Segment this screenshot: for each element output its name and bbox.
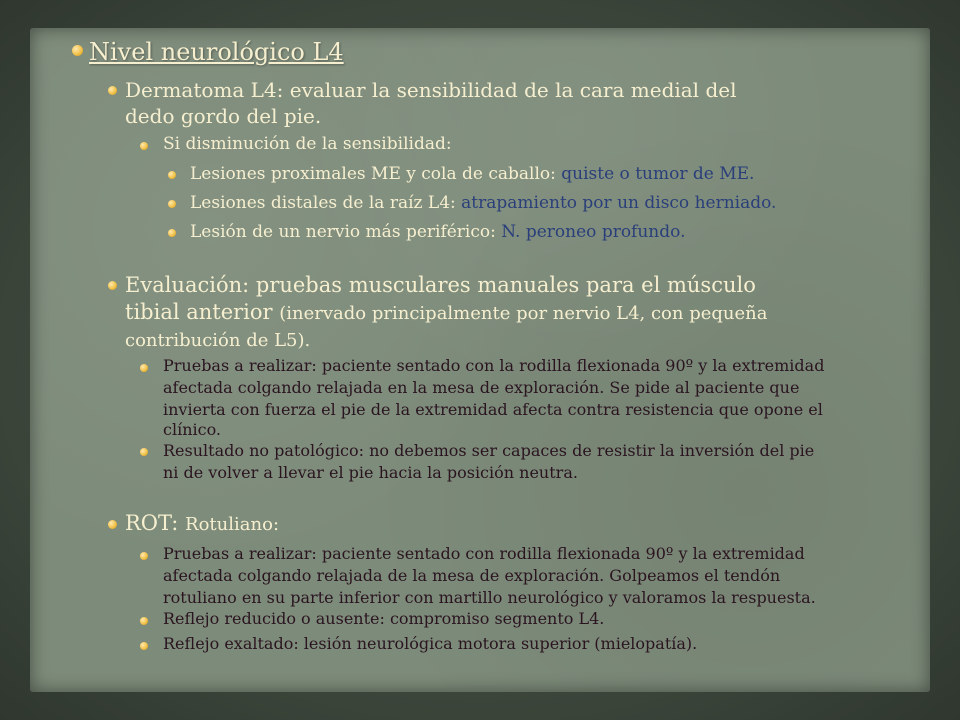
rot-label: ROT: xyxy=(125,511,186,535)
rot-value: Rotuliano: xyxy=(185,514,280,535)
dermatoma-line2: dedo gordo del pie. xyxy=(125,104,322,128)
bullet-icon xyxy=(140,364,148,372)
bullet-icon xyxy=(168,171,176,179)
dermatoma-item xyxy=(190,164,754,184)
bullet-icon xyxy=(140,142,148,150)
rot-reducido: Reflejo reducido o ausente: compromiso segmento L4. xyxy=(163,609,605,628)
dermatoma-item-detail: quiste o tumor de ME. xyxy=(561,164,755,184)
rot-exaltado: Reflejo exaltado: lesión neurológica motora superior (mielopatía). xyxy=(163,634,698,653)
evaluacion-resultado-2: ni de volver a llevar el pie hacia la posición neutra. xyxy=(163,463,578,482)
bullet-icon xyxy=(168,200,176,208)
bullet-icon xyxy=(108,86,117,95)
evaluacion-pruebas-2: afectada colgando relajada en la mesa de exploración. Se pide al paciente que xyxy=(163,378,800,397)
rot-heading xyxy=(125,511,279,535)
dermatoma-item-label: Lesiones proximales ME y cola de caballo: xyxy=(190,164,562,184)
evaluacion-main: tibial anterior xyxy=(125,300,280,324)
dermatoma-line1: Dermatoma L4: evaluar la sensibilidad de la cara medial del xyxy=(125,78,737,102)
bullet-icon xyxy=(168,229,176,237)
bullet-icon xyxy=(140,448,148,456)
evaluacion-pruebas-3: invierta con fuerza el pie de la extremidad afecta contra resistencia que opone el xyxy=(163,400,823,419)
evaluacion-note: (inervado principalmente por nervio L4, con pequeña xyxy=(279,303,768,324)
bullet-icon xyxy=(72,45,83,56)
evaluacion-resultado-1: Resultado no patológico: no debemos ser capaces de resistir la inversión del pie xyxy=(163,441,815,460)
dermatoma-item xyxy=(190,222,685,242)
dermatoma-item-label: Lesiones distales de la raíz L4: xyxy=(190,193,462,213)
dermatoma-item-label: Lesión de un nervio más periférico: xyxy=(190,222,502,242)
rot-pruebas-3: rotuliano en su parte inferior con martillo neurológico y valoramos la respuesta. xyxy=(163,588,816,607)
bullet-icon xyxy=(108,281,117,290)
rot-pruebas-2: afectada colgando relajada de la mesa de exploración. Golpeamos el tendón xyxy=(163,566,781,585)
bullet-icon xyxy=(108,520,117,529)
bullet-icon xyxy=(140,552,148,560)
rot-pruebas-1: Pruebas a realizar: paciente sentado con rodilla flexionada 90º y la extremidad xyxy=(163,544,805,563)
bullet-icon xyxy=(140,617,148,625)
evaluacion-pruebas-4: clínico. xyxy=(163,420,222,439)
evaluacion-line3: contribución de L5). xyxy=(125,330,311,351)
evaluacion-pruebas-1: Pruebas a realizar: paciente sentado con la rodilla flexionada 90º y la extremidad xyxy=(163,356,825,375)
evaluacion-line1: Evaluación: pruebas musculares manuales para el músculo xyxy=(125,273,756,297)
dermatoma-item-detail: N. peroneo profundo. xyxy=(501,222,686,242)
bullet-icon xyxy=(140,642,148,650)
dermatoma-sub: Si disminución de la sensibilidad: xyxy=(163,134,452,154)
dermatoma-item xyxy=(190,193,776,213)
dermatoma-item-detail: atrapamiento por un disco herniado. xyxy=(461,193,777,213)
evaluacion-line2 xyxy=(125,300,767,324)
slide-title: Nivel neurológico L4 xyxy=(89,38,344,66)
